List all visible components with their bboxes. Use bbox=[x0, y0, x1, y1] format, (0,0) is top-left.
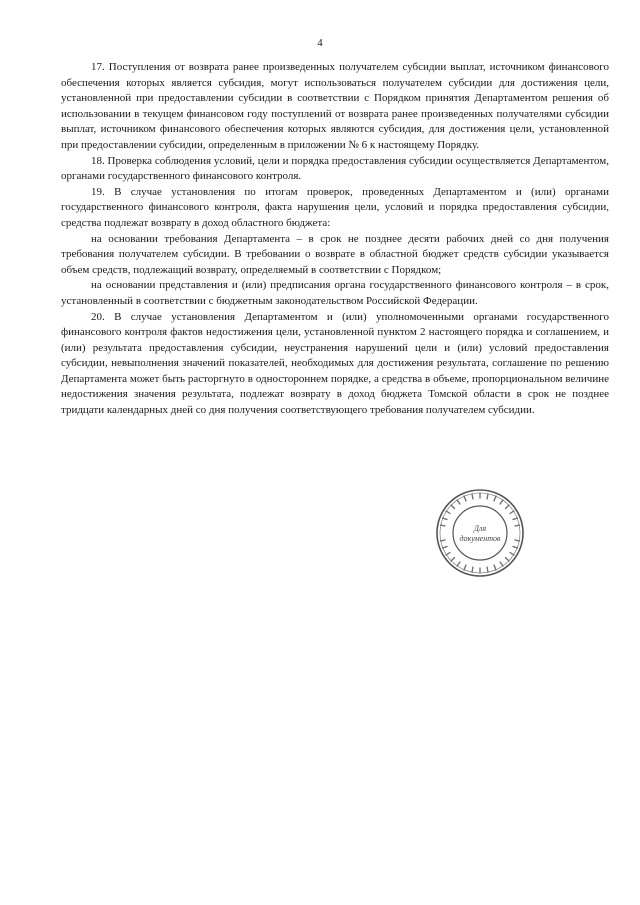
official-stamp bbox=[434, 487, 526, 579]
paragraph-19: 19. В случае установления по итогам проверок, проведенных Департаментом и (или) органами государственного финансового контроля, факта нарушения цели, условий и порядка предоставления субсидии, средства подлежат возврату в доход областного бюджета: bbox=[61, 185, 609, 229]
document-body bbox=[61, 60, 609, 419]
svg-text:Для: Для bbox=[473, 524, 487, 533]
paragraph-20: 20. В случае установления Департаментом и (или) уполномоченными органами государственного финансового контроля фактов недостижения цели, установленной пунктом 2 настоящего порядка и соглашением, и (или) результата предоставления субсидии, неустранения нарушений цели и (или) условий предоставления субсидии, невыполнения значений показателей, необходимых для достижения результата, соглашение по решению Департамента может быть расторгнуто в одностороннем порядке, а средства в объеме, пропорциональном величине недостижения значения результата, подлежат возврату в доход бюджета Томской области в срок не позднее тридцати календарных дней со дня получения соответствующего требования получателем субсидии. bbox=[61, 310, 609, 417]
stamp-seal-icon bbox=[434, 487, 526, 579]
page-number: 4 bbox=[317, 38, 323, 49]
paragraph-19-demand: на основании требования Департамента – в срок не позднее десяти рабочих дней со дня получения требования получателем субсидии. В требовании о возврате в областной бюджет средств субсидии указывается объем средств, подлежащий возврату, определяемый в соответствии с Порядком; bbox=[61, 232, 609, 276]
svg-text:документов: документов bbox=[459, 534, 501, 543]
paragraph-19-prescription: на основании представления и (или) предписания органа государственного финансового контроля – в срок, установленный в соответствии с бюджетным законодательством Российской Федерации. bbox=[61, 279, 609, 307]
paragraph-17: 17. Поступления от возврата ранее произведенных получателем субсидии выплат, источником финансового обеспечения которых является субсидия, могут использоваться получателем субсидии для достижения цели, установленной при предоставлении субсидии в соответствии с Порядком принятия Департаментом решения об использовании в текущем финансовом году поступлений от возврата ранее произведенных получателями субсидии выплат, источником финансового обеспечения которых являются субсидия, для достижения цели, установленной при предоставлении субсидии, определенным в приложении № 6 к настоящему Порядку. bbox=[61, 61, 609, 151]
paragraph-18: 18. Проверка соблюдения условий, цели и порядка предоставления субсидии осуществляется Департаментом, органами государственного финансового контроля. bbox=[61, 154, 609, 183]
